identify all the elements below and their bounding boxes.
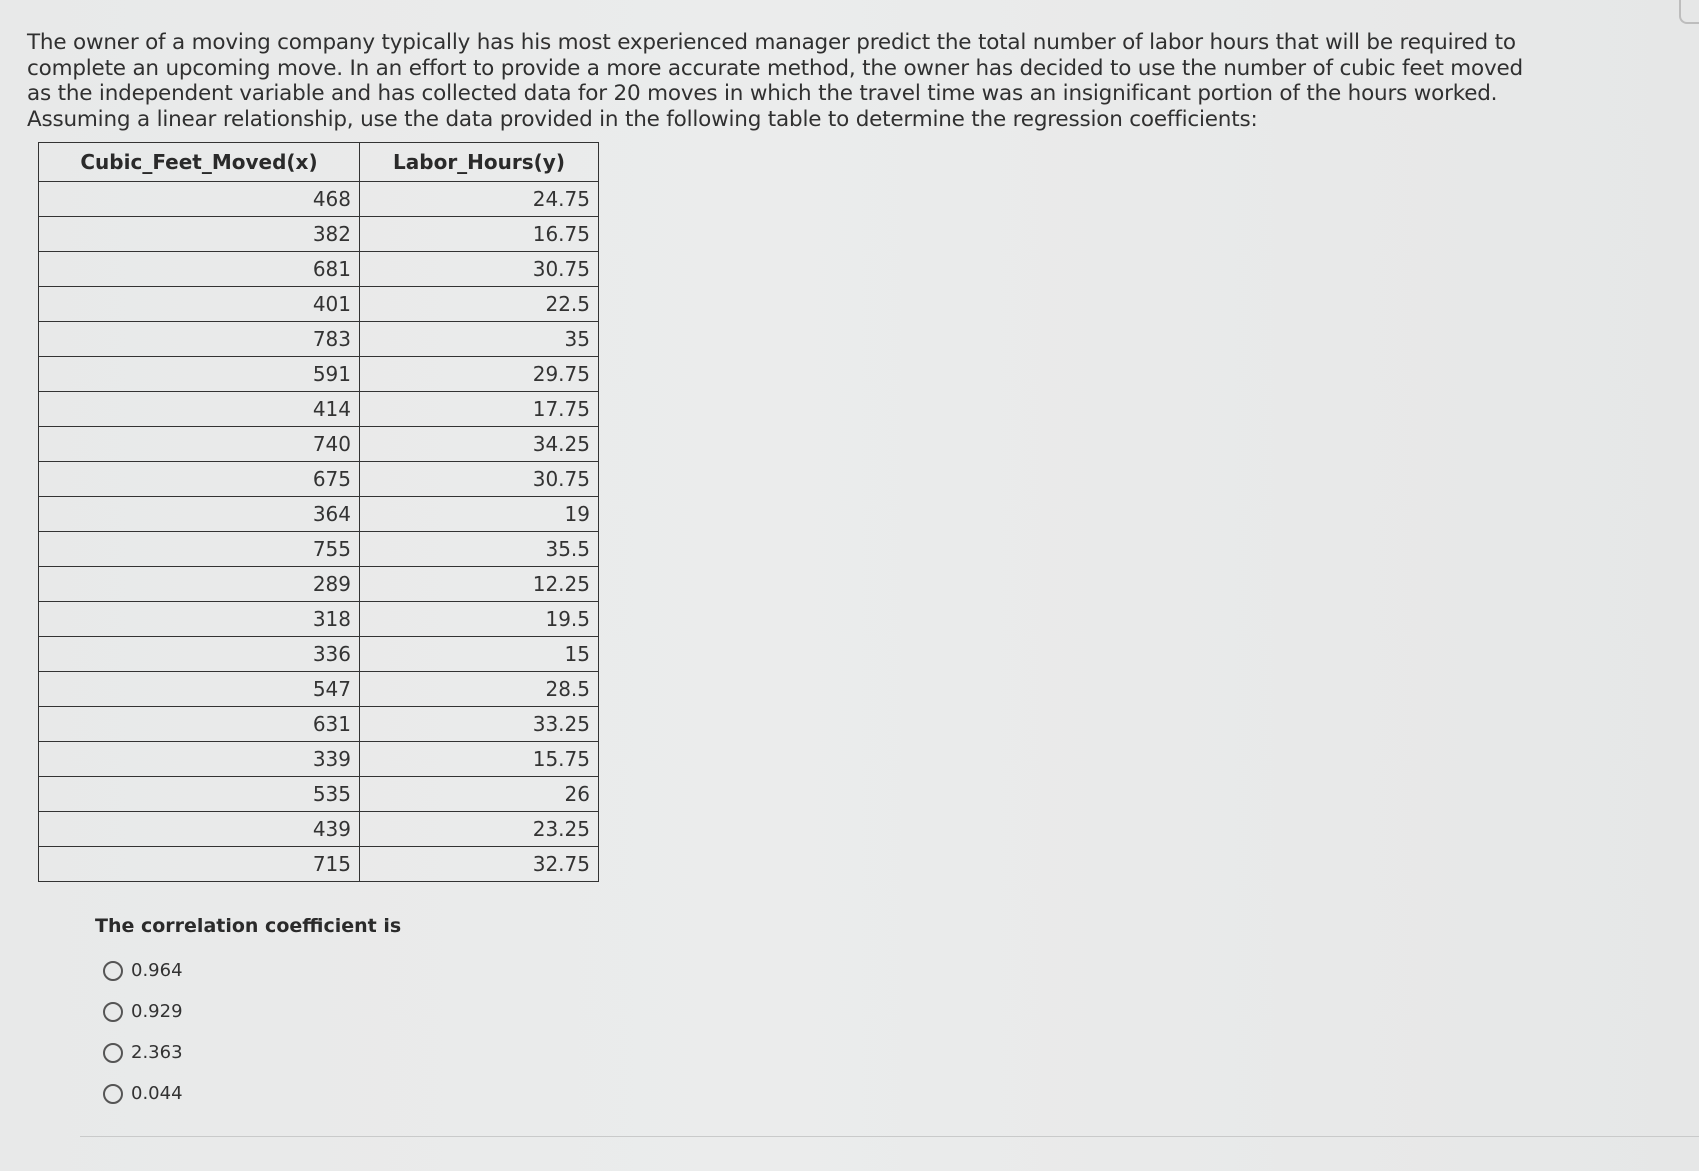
table-row bbox=[39, 182, 599, 217]
cubic-feet-cell: 364 bbox=[39, 497, 360, 532]
cubic-feet-cell: 740 bbox=[39, 427, 360, 462]
table-row bbox=[39, 217, 599, 252]
table-body bbox=[39, 182, 599, 882]
answer-option-3[interactable] bbox=[103, 1032, 183, 1073]
labor-hours-cell: 17.75 bbox=[360, 392, 599, 427]
cubic-feet-cell: 535 bbox=[39, 777, 360, 812]
data-table bbox=[38, 142, 599, 882]
cubic-feet-cell: 715 bbox=[39, 847, 360, 882]
radio-button-icon[interactable] bbox=[103, 1002, 123, 1022]
answer-option-4[interactable] bbox=[103, 1073, 183, 1114]
window-edge-tab bbox=[1679, 0, 1699, 24]
labor-hours-cell: 16.75 bbox=[360, 217, 599, 252]
labor-hours-cell: 29.75 bbox=[360, 357, 599, 392]
cubic-feet-cell: 318 bbox=[39, 602, 360, 637]
table-header-row bbox=[39, 143, 599, 182]
labor-hours-cell: 30.75 bbox=[360, 252, 599, 287]
answer-option-label: 2.363 bbox=[131, 1042, 183, 1063]
labor-hours-cell: 34.25 bbox=[360, 427, 599, 462]
table-row bbox=[39, 322, 599, 357]
cubic-feet-cell: 675 bbox=[39, 462, 360, 497]
table-row bbox=[39, 672, 599, 707]
answer-options bbox=[103, 950, 183, 1114]
cubic-feet-cell: 439 bbox=[39, 812, 360, 847]
table-row bbox=[39, 392, 599, 427]
bottom-divider bbox=[80, 1136, 1699, 1137]
table-row bbox=[39, 427, 599, 462]
labor-hours-cell: 23.25 bbox=[360, 812, 599, 847]
labor-hours-cell: 15.75 bbox=[360, 742, 599, 777]
table-row bbox=[39, 287, 599, 322]
cubic-feet-cell: 783 bbox=[39, 322, 360, 357]
table-row bbox=[39, 357, 599, 392]
labor-hours-cell: 30.75 bbox=[360, 462, 599, 497]
question-prompt: The correlation coefficient is bbox=[95, 915, 402, 937]
labor-hours-cell: 12.25 bbox=[360, 567, 599, 602]
answer-option-1[interactable] bbox=[103, 950, 183, 991]
cubic-feet-cell: 382 bbox=[39, 217, 360, 252]
radio-button-icon[interactable] bbox=[103, 1084, 123, 1104]
cubic-feet-cell: 468 bbox=[39, 182, 360, 217]
table-row bbox=[39, 742, 599, 777]
table-row bbox=[39, 637, 599, 672]
labor-hours-cell: 35.5 bbox=[360, 532, 599, 567]
labor-hours-cell: 19 bbox=[360, 497, 599, 532]
cubic-feet-cell: 681 bbox=[39, 252, 360, 287]
cubic-feet-cell: 289 bbox=[39, 567, 360, 602]
labor-hours-cell: 28.5 bbox=[360, 672, 599, 707]
labor-hours-cell: 26 bbox=[360, 777, 599, 812]
question-text: The owner of a moving company typically has his most experienced manager predict the total number of labor hours that will be required to complete an upcoming move. In an effort to provide a more accurate method, the owner has decided to use the number of cubic feet moved as the independent variable and has collected data for 20 moves in which the travel time was an insignificant portion of the hours worked. Assuming a linear relationship, use the data provided in the following table to determine the regression coefficients: bbox=[27, 30, 1524, 132]
cubic-feet-cell: 755 bbox=[39, 532, 360, 567]
answer-option-label: 0.044 bbox=[131, 1083, 183, 1104]
cubic-feet-cell: 414 bbox=[39, 392, 360, 427]
labor-hours-cell: 24.75 bbox=[360, 182, 599, 217]
cubic-feet-cell: 339 bbox=[39, 742, 360, 777]
cubic-feet-cell: 631 bbox=[39, 707, 360, 742]
table-row bbox=[39, 847, 599, 882]
labor-hours-cell: 33.25 bbox=[360, 707, 599, 742]
labor-hours-cell: 19.5 bbox=[360, 602, 599, 637]
cubic-feet-cell: 336 bbox=[39, 637, 360, 672]
column-header-cubic-feet: Cubic_Feet_Moved(x) bbox=[39, 143, 360, 182]
table-row bbox=[39, 252, 599, 287]
radio-button-icon[interactable] bbox=[103, 961, 123, 981]
answer-option-label: 0.964 bbox=[131, 960, 183, 981]
table-row bbox=[39, 812, 599, 847]
table-row bbox=[39, 602, 599, 637]
table-row bbox=[39, 462, 599, 497]
table-row bbox=[39, 567, 599, 602]
cubic-feet-cell: 401 bbox=[39, 287, 360, 322]
column-header-labor-hours: Labor_Hours(y) bbox=[360, 143, 599, 182]
table-row bbox=[39, 497, 599, 532]
answer-option-label: 0.929 bbox=[131, 1001, 183, 1022]
labor-hours-cell: 22.5 bbox=[360, 287, 599, 322]
table-row bbox=[39, 777, 599, 812]
cubic-feet-cell: 547 bbox=[39, 672, 360, 707]
cubic-feet-cell: 591 bbox=[39, 357, 360, 392]
labor-hours-cell: 35 bbox=[360, 322, 599, 357]
table-row bbox=[39, 707, 599, 742]
answer-option-2[interactable] bbox=[103, 991, 183, 1032]
labor-hours-cell: 15 bbox=[360, 637, 599, 672]
radio-button-icon[interactable] bbox=[103, 1043, 123, 1063]
labor-hours-cell: 32.75 bbox=[360, 847, 599, 882]
table-row bbox=[39, 532, 599, 567]
